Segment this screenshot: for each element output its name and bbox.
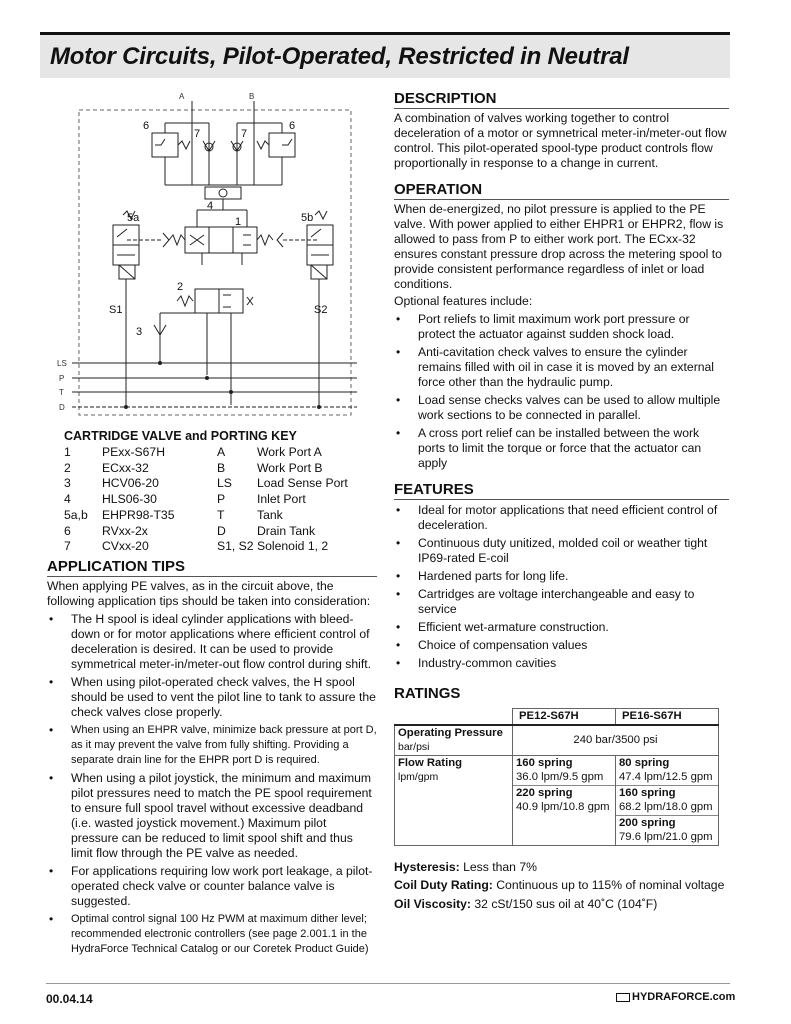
line-d-label: D [59,403,65,412]
optional-feature-item: • Load sense checks valves can be used to allow multiple work sections to be connected in parallel. [394,393,729,423]
port-b-label: B [249,92,255,101]
flow-value: 40.9 lpm/10.8 gpm [516,801,610,813]
feature-item: • Industry-common cavities [394,656,729,671]
op-pressure-unit: bar/psi [398,741,430,753]
optional-feature-item: • Port reliefs to limit maximum work port pressure or protect the actuator against sudden shock load. [394,312,729,342]
key-num: 2 [64,460,71,475]
key-part: ECxx-32 [102,460,149,475]
key-num: 1 [64,445,71,459]
key-row [64,492,348,508]
application-tip-item: • When using an EHPR valve, minimize back pressure at port D, as it may prevent the valve from fully shifting. Providing a separate drain line for the EHPR port D is required. [47,723,377,768]
label-1: 1 [235,216,242,228]
key-row [64,445,348,461]
label-6-right: 6 [289,120,296,132]
optional-feature-item: • A cross port relief can be installed between the work ports to limit the torque or force that the actuator can apply [394,426,729,471]
key-desc: Work Port B [257,460,323,475]
spring-label: 200 spring [619,816,676,829]
key-row [64,508,348,524]
spring-label: 220 spring [516,786,573,799]
optional-feature-item: • Anti-cavitation check valves to ensure the cylinder remains filled with oil in case it is moved by an external force other than the hydraulic pump. [394,345,729,390]
application-tips-heading: APPLICATION TIPS [47,558,377,577]
flow-value: 36.0 lpm/9.5 gpm [513,770,615,786]
key-port: P [217,492,226,507]
label-3: 3 [136,326,143,338]
label-2: 2 [177,281,184,293]
key-part: CVxx-20 [102,539,149,554]
key-part: HLS06-30 [102,492,157,507]
flow-value: 68.2 lpm/18.0 gpm [616,800,718,816]
port-a-label: A [179,92,185,101]
key-row [64,461,348,477]
feature-item: • Hardened parts for long life. [394,569,729,584]
hydraforce-brand-icon [616,993,630,1002]
feature-item: • Continuous duty unitized, molded coil or weather tight IP69-rated E-coil [394,536,729,566]
pe12-flow-cell [513,755,616,845]
line-p-label: P [59,374,65,383]
hysteresis-value: Less than 7% [463,859,537,874]
key-desc: Inlet Port [257,492,306,507]
key-num: 5a,b [64,507,88,522]
key-row [64,539,348,555]
label-7-right: 7 [241,128,248,140]
hysteresis-label: Hysteresis: [394,859,460,874]
ratings-heading: RATINGS [394,685,461,702]
ratings-col-pe16: PE16-S67H [616,709,719,725]
operation-text: When de-energized, no pilot pressure is applied to the PE valve. With power applied to either EHPR1 or EHPR2, flow is allowed to pass from P to either work port. The ECxx-32 ensures constant pressure drop across the metering spool to provide consistent performance regardless of inlet or load conditions. [394,202,724,291]
line-t-label: T [59,388,64,397]
operation-heading: OPERATION [394,181,729,200]
hysteresis-spec [394,860,729,876]
key-num: 6 [64,523,71,538]
feature-item: • Ideal for motor applications that need efficient control of deceleration. [394,503,729,533]
ratings-table [394,708,719,846]
key-part: RVxx-2x [102,523,148,538]
coil-duty-spec [394,878,729,894]
key-row [64,524,348,540]
application-tips-list [47,612,377,957]
label-5b: 5b [301,212,314,224]
features-heading: FEATURES [394,481,729,500]
spring-label: 160 spring [516,756,573,769]
page-title: Motor Circuits, Pilot-Operated, Restricted in Neutral [50,43,629,70]
label-s2: S2 [314,304,328,316]
key-desc: Load Sense Port [257,476,348,491]
right-column [394,90,729,912]
key-port: S1, S2 [217,539,254,554]
feature-item: • Cartridges are voltage interchangeable and easy to service [394,587,729,617]
footer-brand: HYDRAFORCE.com [632,991,736,1003]
key-port: LS [217,476,232,491]
key-num: 4 [64,492,71,507]
application-tip-item: • When using a pilot joystick, the minimum and maximum pilot pressures need to match the PE spool requirement to ensure full spool travel without excessive deadband (i.e. wasted joystick movement.) Maximum pilot pressure can be reduced to limit spool shift and thus limit flow through the PE valve as needed. [47,771,377,861]
hydraforce-logo [616,991,735,1003]
footer-divider [46,983,730,984]
key-desc: Work Port A [257,445,322,459]
line-ls-label: LS [57,359,67,368]
application-tip-item: • When using pilot-operated check valves, the H spool should be used to vent the pilot line to tank to assure the check valves close properly. [47,675,377,720]
key-port: D [217,523,226,538]
feature-item: • Efficient wet-armature construction. [394,620,729,635]
spring-label: 160 spring [619,786,676,799]
key-title: CARTRIDGE VALVE and PORTING KEY [64,429,297,443]
key-desc: Drain Tank [257,523,316,538]
key-row [64,476,348,492]
application-tips-intro: When applying PE valves, as in the circuit above, the following application tips should be taken into consideration: [47,578,371,608]
page-number: 00.04.14 [46,992,93,1006]
flow-rating-unit: lpm/gpm [398,771,439,783]
description-heading: DESCRIPTION [394,90,729,109]
label-5a: 5a [127,212,140,224]
pe16-flow-cell [616,755,719,845]
optional-features-intro: Optional features include: [394,294,533,308]
ratings-col-pe12: PE12-S67H [513,709,616,725]
flow-value: 47.4 lpm/12.5 gpm [616,770,718,786]
flow-value: 79.6 lpm/21.0 gpm [619,831,713,843]
feature-item: • Choice of compensation values [394,638,729,653]
features-list [394,503,729,671]
application-tip-item: • For applications requiring low work port leakage, a pilot-operated check valve or counter balance valve is suggested. [47,864,377,909]
porting-key-table [64,445,348,555]
application-tip-item: • Optimal control signal 100 Hz PWM at maximum dither level; recommended electronic controllers (see page 2.001.1 in the HydraForce Technical Catalog or our Coretek Product Guide) [47,912,377,957]
key-part: PExx-S67H [102,445,165,459]
label-7-left: 7 [194,128,201,140]
oil-viscosity-value: 32 cSt/150 sus oil at 40˚C (104˚F) [474,896,658,911]
coil-duty-value: Continuous up to 115% of nominal voltage [496,878,725,892]
spring-label: 80 spring [619,756,670,769]
key-part: HCV06-20 [102,476,159,491]
op-pressure-label: Operating Pressure [398,726,503,739]
hydraulic-circuit-diagram [57,85,387,425]
flow-rating-label: Flow Rating [398,756,463,769]
description-text: A combination of valves working together to control deceleration of a motor or symnetrical meter-in/meter-out flow control. This pilot-operated spool-type product controls flow proportionally in response to a change in current. [394,111,727,170]
label-s1: S1 [109,304,123,316]
key-num: 3 [64,476,71,491]
oil-viscosity-label: Oil Viscosity: [394,896,471,911]
key-port: T [217,507,225,522]
key-desc: Tank [257,507,283,522]
label-4: 4 [207,200,214,212]
key-num: 7 [64,539,71,554]
coil-duty-label: Coil Duty Rating: [394,878,493,892]
application-tip-item: • The H spool is ideal cylinder applications with bleed-down or for motor applications where efficient control of deceleration is desired. It can be used to provide symmetrical meter-in/meter-out flow control during shift. [47,612,377,672]
left-column [47,85,377,957]
optional-features-list [394,312,729,471]
title-bar [40,32,730,78]
oil-viscosity-spec [394,897,729,913]
key-port: B [217,460,226,475]
label-6-left: 6 [143,120,150,132]
key-port: A [217,445,226,459]
key-desc: Solenoid 1, 2 [257,539,329,554]
op-pressure-value: 240 bar/3500 psi [513,725,719,756]
key-part: EHPR98-T35 [102,507,175,522]
